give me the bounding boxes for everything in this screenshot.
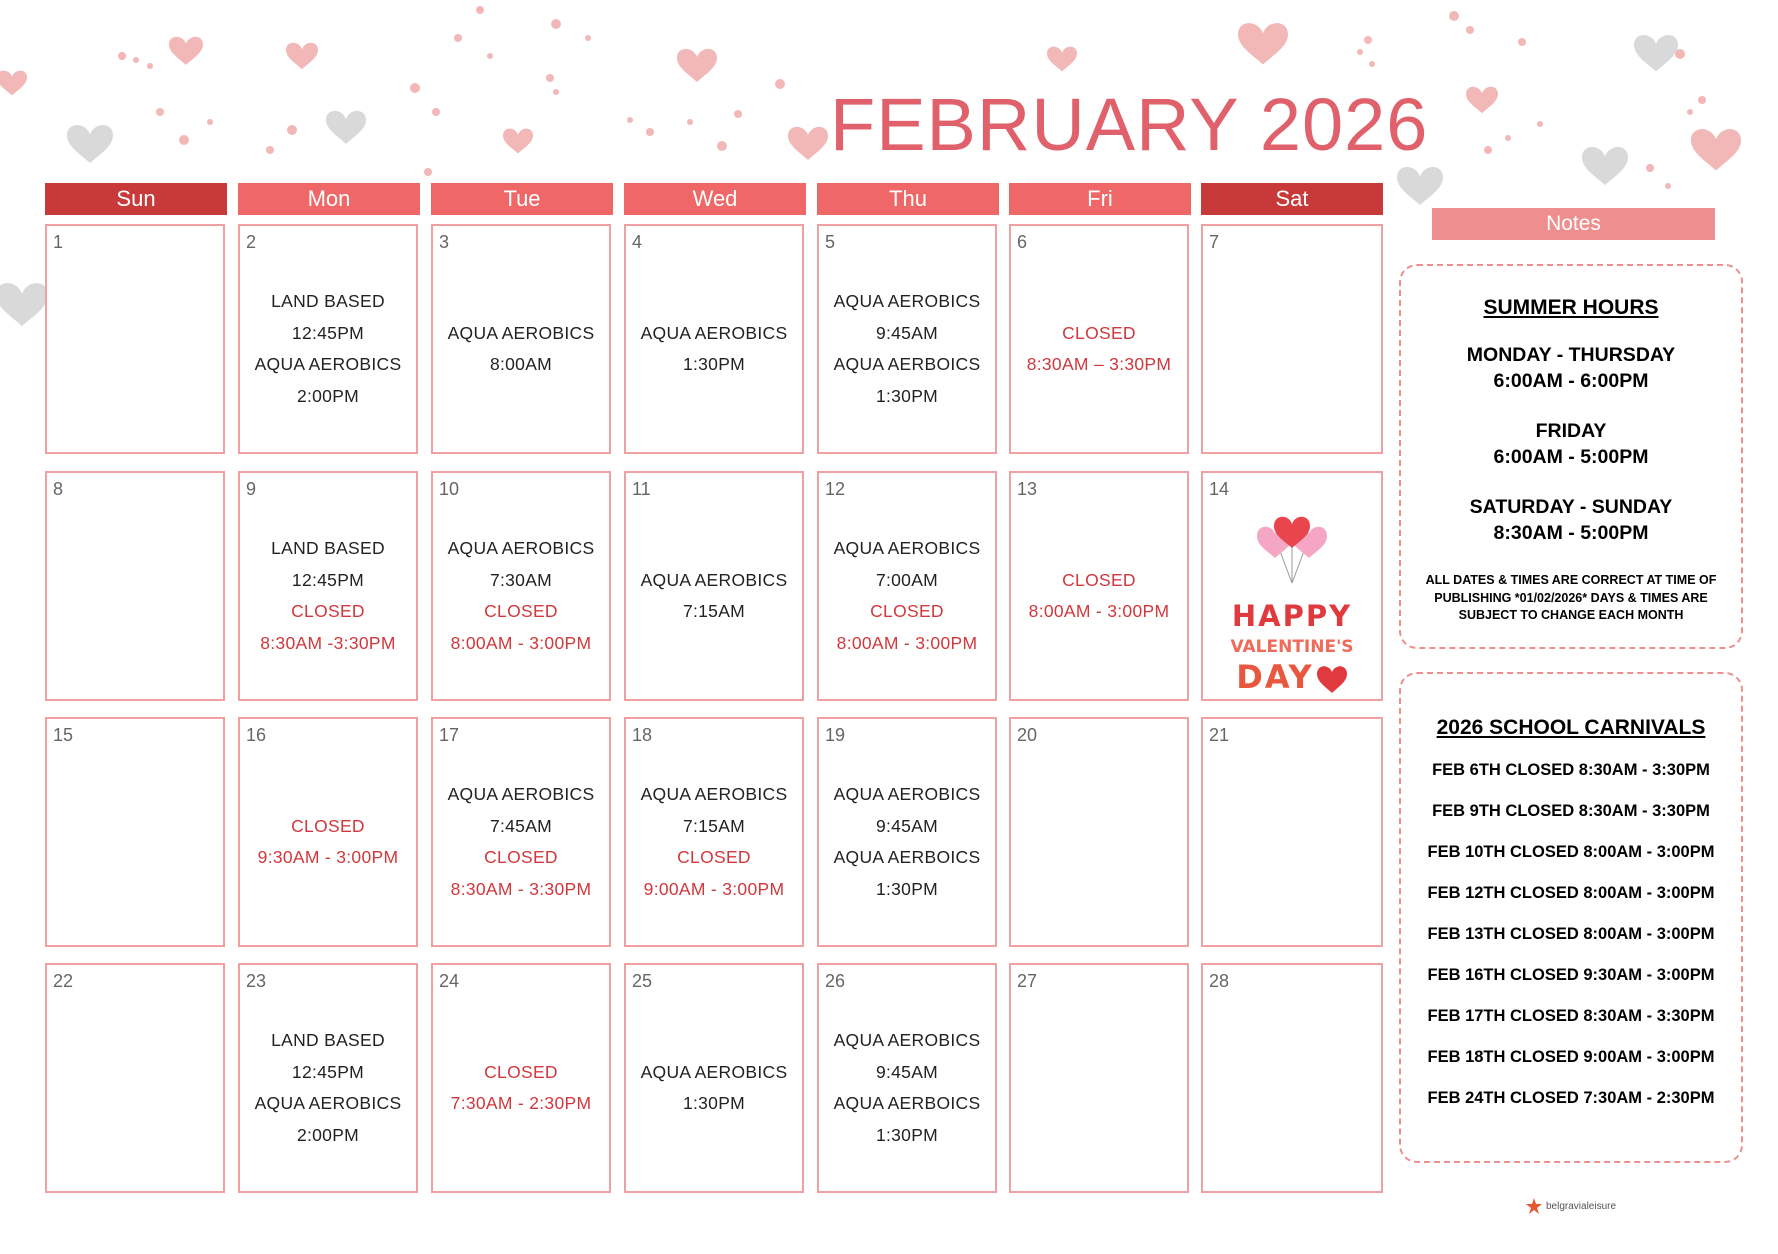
closed-event-line: 9:30AM - 3:00PM	[257, 847, 399, 867]
day-number: 18	[632, 725, 653, 745]
closed-event-line: 8:30AM -3:30PM	[260, 632, 396, 653]
event-line: 1:30PM	[682, 1093, 746, 1113]
day-cell	[431, 224, 611, 454]
closed-event-line: CLOSED	[484, 601, 558, 621]
day-cell	[817, 963, 997, 1193]
day-cell	[45, 224, 225, 454]
day-number: 13	[1017, 479, 1038, 499]
event-line: AQUA AEROBICS	[640, 569, 788, 590]
day-cell	[624, 471, 804, 701]
carnival-item: FEB 12TH CLOSED 8:00AM - 3:00PM	[1427, 884, 1715, 902]
closed-event-line: CLOSED	[484, 847, 558, 867]
weekday-header: Wed	[624, 183, 806, 215]
day-number: 25	[632, 971, 653, 991]
day-events	[626, 719, 802, 945]
closed-event-line: 8:00AM - 3:00PM	[836, 632, 978, 653]
day-cell	[817, 717, 997, 947]
day-number: 2	[246, 232, 257, 252]
event-line: 12:45PM	[291, 1061, 365, 1082]
closed-event-line: 8:00AM - 3:00PM	[450, 632, 592, 653]
event-line: 9:45AM	[875, 322, 939, 343]
day-number: 11	[632, 479, 651, 499]
day-events	[433, 965, 609, 1191]
closed-event-line: CLOSED	[677, 847, 751, 867]
carnival-item: FEB 17TH CLOSED 8:30AM - 3:30PM	[1427, 1007, 1715, 1025]
event-line: 9:45AM	[875, 815, 939, 836]
weekday-header: Sun	[45, 183, 227, 215]
weekday-header: Tue	[431, 183, 613, 215]
day-cell	[817, 471, 997, 701]
day-number: 19	[825, 725, 846, 745]
hours-days: SATURDAY - SUNDAY	[1469, 496, 1673, 518]
day-number: 22	[53, 971, 74, 991]
day-number: 26	[825, 971, 846, 991]
hours-days: MONDAY - THURSDAY	[1466, 344, 1676, 366]
day-events	[240, 965, 416, 1191]
logo-text: belgravialeisure	[1546, 1200, 1617, 1212]
day-events	[626, 226, 802, 452]
event-line: 8:00AM	[489, 354, 553, 374]
valentine-line1: HAPPY	[1231, 599, 1353, 633]
hours-block	[1401, 494, 1741, 546]
event-line: AQUA AEROBICS	[254, 1093, 402, 1113]
closed-event-line: CLOSED	[291, 815, 365, 836]
carnival-item: FEB 13TH CLOSED 8:00AM - 3:00PM	[1427, 925, 1715, 943]
day-number: 5	[825, 232, 836, 252]
day-events	[433, 719, 609, 945]
carnival-item: FEB 16TH CLOSED 9:30AM - 3:00PM	[1427, 966, 1715, 984]
carnivals-title: 2026 SCHOOL CARNIVALS	[1436, 716, 1706, 739]
notes-header: Notes	[1432, 208, 1715, 240]
day-number: 10	[439, 479, 460, 499]
event-line: LAND BASED	[271, 538, 385, 558]
event-line: AQUA AERBOICS	[833, 1093, 981, 1113]
event-line: 7:15AM	[682, 601, 746, 621]
event-line: 7:30AM	[489, 569, 553, 590]
day-number: 6	[1017, 232, 1028, 252]
event-line: AQUA AEROBICS	[833, 291, 981, 311]
event-line: 12:45PM	[291, 569, 365, 590]
event-line: 7:00AM	[875, 569, 939, 590]
day-cell	[624, 224, 804, 454]
day-events	[819, 965, 995, 1191]
day-events	[626, 473, 802, 699]
event-line: AQUA AEROBICS	[640, 1061, 788, 1082]
valentines-day-graphic	[1217, 508, 1367, 698]
hours-times: 6:00AM - 6:00PM	[1493, 370, 1649, 392]
hours-block	[1401, 342, 1741, 394]
day-cell	[45, 963, 225, 1193]
hours-times: 6:00AM - 5:00PM	[1493, 446, 1649, 468]
carnival-item: FEB 24TH CLOSED 7:30AM - 2:30PM	[1427, 1089, 1715, 1107]
day-events	[1011, 473, 1187, 699]
day-number: 27	[1017, 971, 1038, 991]
event-line: 7:15AM	[682, 815, 746, 836]
weekday-header: Sat	[1201, 183, 1383, 215]
day-events	[240, 719, 416, 945]
day-events	[1011, 226, 1187, 452]
day-number: 23	[246, 971, 267, 991]
carnival-item: FEB 10TH CLOSED 8:00AM - 3:00PM	[1427, 843, 1715, 861]
day-cell	[431, 471, 611, 701]
day-cell	[238, 224, 418, 454]
day-events	[433, 226, 609, 452]
weekday-header: Mon	[238, 183, 420, 215]
day-number: 9	[246, 479, 257, 499]
event-line: 1:30PM	[682, 354, 746, 374]
closed-event-line: 8:00AM - 3:00PM	[1028, 601, 1170, 621]
event-line: AQUA AEROBICS	[833, 1030, 981, 1050]
event-line: 1:30PM	[875, 385, 939, 406]
day-events	[819, 473, 995, 699]
day-number: 4	[632, 232, 643, 252]
hours-days: FRIDAY	[1535, 420, 1607, 442]
day-number: 15	[53, 725, 74, 745]
day-events	[433, 473, 609, 699]
day-number: 20	[1017, 725, 1038, 745]
hours-block	[1401, 418, 1741, 470]
day-events	[240, 226, 416, 452]
day-number: 21	[1209, 725, 1230, 745]
day-number: 24	[439, 971, 460, 991]
carnivals-list	[1401, 750, 1741, 1119]
weekday-header: Fri	[1009, 183, 1191, 215]
day-cell	[624, 963, 804, 1193]
event-line: 1:30PM	[875, 878, 939, 899]
closed-event-line: 9:00AM - 3:00PM	[643, 878, 785, 899]
event-line: AQUA AEROBICS	[833, 538, 981, 558]
day-number: 28	[1209, 971, 1230, 991]
event-line: 9:45AM	[875, 1061, 939, 1082]
day-cell	[238, 963, 418, 1193]
day-events	[819, 226, 995, 452]
heart-balloons-icon	[1257, 517, 1327, 583]
hours-times: 8:30AM - 5:00PM	[1493, 522, 1649, 544]
day-cell	[1009, 963, 1189, 1193]
closed-event-line: CLOSED	[870, 601, 944, 621]
valentine-line3: DAY	[1236, 658, 1314, 696]
weekday-header: Thu	[817, 183, 999, 215]
summer-hours-box	[1399, 264, 1743, 649]
day-number: 3	[439, 232, 450, 252]
school-carnivals-box	[1399, 672, 1743, 1163]
day-number: 12	[825, 479, 846, 499]
day-cell	[817, 224, 997, 454]
valentine-line2: VALENTINE'S	[1230, 637, 1354, 657]
event-line: 2:00PM	[296, 385, 360, 406]
closed-event-line: CLOSED	[1062, 322, 1136, 343]
day-cell	[1009, 224, 1189, 454]
heart-icon	[1317, 666, 1347, 693]
day-events	[626, 965, 802, 1191]
event-line: AQUA AEROBICS	[833, 784, 981, 804]
closed-event-line: 8:30AM - 3:30PM	[450, 878, 592, 899]
day-events	[240, 473, 416, 699]
event-line: AQUA AERBOICS	[833, 847, 981, 867]
summer-hours-title: SUMMER HOURS	[1483, 296, 1659, 319]
event-line: AQUA AEROBICS	[447, 538, 595, 558]
day-cell	[45, 717, 225, 947]
day-cell	[1201, 717, 1383, 947]
day-number: 8	[53, 479, 64, 499]
day-cell	[45, 471, 225, 701]
day-cell	[1201, 471, 1383, 701]
day-cell	[238, 717, 418, 947]
closed-event-line: CLOSED	[1062, 569, 1136, 590]
closed-event-line: 7:30AM - 2:30PM	[450, 1093, 592, 1113]
star-logo-icon	[1526, 1198, 1542, 1214]
carnival-item: FEB 6TH CLOSED 8:30AM - 3:30PM	[1432, 761, 1710, 779]
day-cell	[1009, 717, 1189, 947]
belgravia-logo	[1526, 1198, 1616, 1214]
day-number: 14	[1209, 479, 1230, 499]
event-line: 7:45AM	[489, 815, 553, 836]
day-cell	[431, 717, 611, 947]
event-line: 1:30PM	[875, 1124, 939, 1145]
event-line: AQUA AEROBICS	[254, 354, 402, 374]
event-line: 12:45PM	[291, 322, 365, 343]
event-line: AQUA AEROBICS	[447, 784, 595, 804]
event-line: AQUA AERBOICS	[833, 354, 981, 374]
event-line: LAND BASED	[271, 291, 385, 311]
day-number: 16	[246, 725, 267, 745]
carnival-item: FEB 9TH CLOSED 8:30AM - 3:30PM	[1432, 802, 1710, 820]
day-number: 1	[53, 232, 64, 252]
day-events	[819, 719, 995, 945]
day-cell	[431, 963, 611, 1193]
day-cell	[1201, 224, 1383, 454]
event-line: AQUA AEROBICS	[447, 322, 595, 343]
carnival-item: FEB 18TH CLOSED 9:00AM - 3:00PM	[1427, 1048, 1715, 1066]
day-cell	[1201, 963, 1383, 1193]
event-line: LAND BASED	[271, 1030, 385, 1050]
event-line: AQUA AEROBICS	[640, 784, 788, 804]
closed-event-line: 8:30AM – 3:30PM	[1026, 354, 1172, 374]
day-cell	[624, 717, 804, 947]
day-cell	[1009, 471, 1189, 701]
closed-event-line: CLOSED	[291, 601, 365, 621]
event-line: AQUA AEROBICS	[640, 322, 788, 343]
event-line: 2:00PM	[296, 1124, 360, 1145]
day-cell	[238, 471, 418, 701]
disclaimer: ALL DATES & TIMES ARE CORRECT AT TIME OF PUBLISHING *01/02/2026* DAYS & TIMES ARE SUBJECT TO CHANGE EACH MONTH	[1425, 573, 1717, 622]
day-number: 7	[1209, 232, 1220, 252]
page-title: FEBRUARY 2026	[830, 83, 1429, 166]
day-number: 17	[439, 725, 460, 745]
closed-event-line: CLOSED	[484, 1061, 558, 1082]
